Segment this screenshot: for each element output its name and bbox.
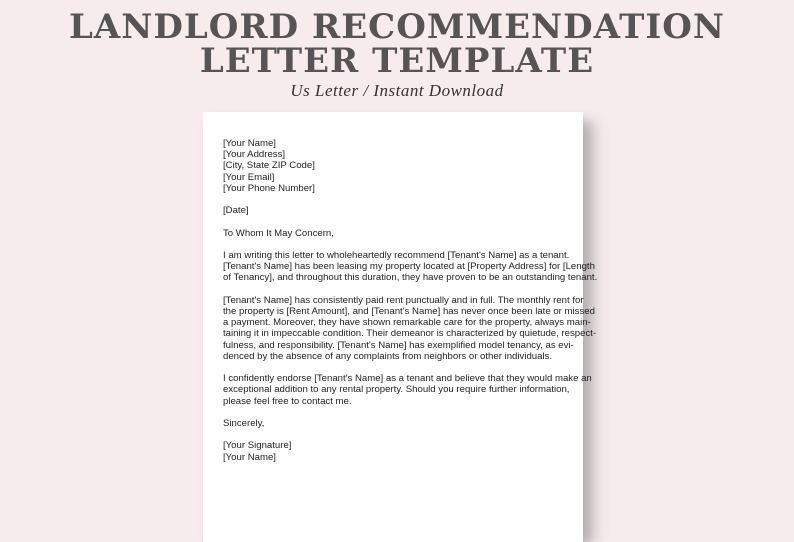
subtitle: Us Letter / Instant Download [290, 81, 504, 100]
signature: [Your Signature] [223, 440, 292, 452]
paragraph-line: of Tenancy], and throughout this duration, they have proven to be an outstanding tenant. [223, 272, 598, 284]
sender-address: [Your Address] [223, 149, 286, 161]
signature-name: [Your Name] [223, 451, 276, 463]
sender-phone: [Your Phone Number] [223, 182, 315, 194]
sender-block [223, 138, 573, 194]
paragraph-1 [223, 249, 598, 284]
paragraph-line: the property is [Rent Amount], and [Tenant's Name] has never once been late or missed [223, 305, 595, 317]
paragraph-line: [Tenant's Name] has been leasing my property located at [Property Address] for [Length [223, 261, 595, 273]
letter-date: [Date] [223, 205, 249, 217]
title-line-2: LETTER TEMPLATE [199, 41, 595, 81]
paragraph-line: taining it in impeccable condition. Their demeanor is characterized by quietude, respect- [223, 328, 597, 340]
paragraph-3 [223, 373, 592, 407]
paragraph-line: please feel free to contact me. [223, 395, 352, 407]
sender-email: [Your Email] [223, 171, 275, 183]
paragraph-line: I confidently endorse [Tenant's Name] as a tenant and believe that they would make an [223, 373, 592, 385]
closing: Sincerely, [223, 417, 265, 429]
paragraph-line: I am writing this letter to wholeheartedly recommend [Tenant's Name] as a tenant. [223, 249, 570, 261]
paragraph-line: denced by the absence of any complaints from neighbors or other individuals. [223, 350, 553, 362]
paragraph-2 [223, 294, 597, 362]
letter-body [223, 138, 598, 463]
title-line-1: LANDLORD RECOMMENDATION [69, 7, 725, 47]
sender-name: [Your Name] [223, 138, 276, 149]
page-title [0, 7, 794, 81]
paragraph-line: exceptional addition to any rental property. Should you require further information, [223, 384, 570, 396]
paragraph-line: [Tenant's Name] has consistently paid rent punctually and in full. The monthly rent for [223, 294, 584, 306]
paragraph-line: a payment. Moreover, they have shown remarkable care for the property, always main- [223, 317, 591, 329]
signature-block [223, 440, 573, 462]
paragraph-line: fulness, and responsibility. [Tenant's Name] has exemplified model tenancy, as evi- [223, 339, 574, 351]
sender-city: [City, State ZIP Code] [223, 160, 315, 172]
salutation: To Whom It May Concern, [223, 227, 334, 239]
